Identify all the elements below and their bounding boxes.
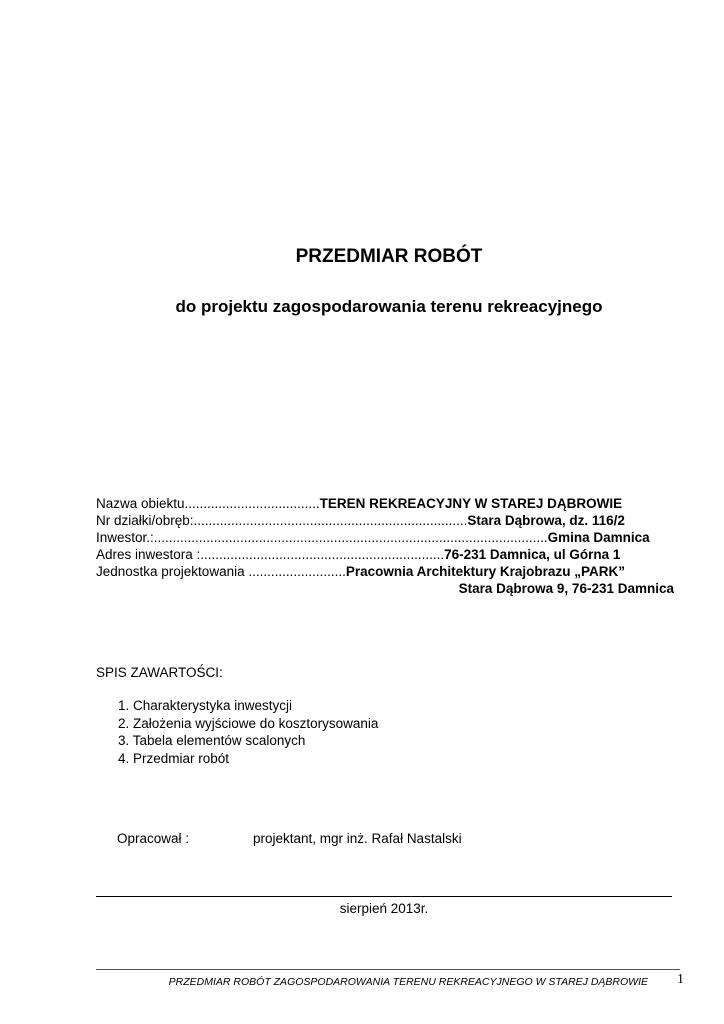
investor-row: [96, 530, 650, 546]
investor-value: Gmina Damnica: [547, 530, 650, 545]
object-name-label: Nazwa obiektu....................................: [96, 496, 320, 511]
author-label: Opracował :: [117, 831, 190, 846]
investor-address-value: 76-231 Damnica, ul Górna 1: [444, 547, 621, 562]
design-unit-value: Pracownia Architektury Krajobrazu „PARK”: [345, 564, 625, 579]
investor-label: Inwestor.:.........................................................................................................: [96, 530, 548, 545]
design-unit-row: [96, 564, 625, 580]
page-number: 1: [677, 972, 684, 987]
divider: [96, 896, 672, 897]
plot-row: [96, 513, 625, 529]
contents-item: 3. Tabela elementów scalonych: [118, 733, 306, 748]
investor-address-row: [96, 547, 620, 563]
investor-address-label: Adres inwestora :.................................................................: [96, 547, 445, 562]
contents-heading: SPIS ZAWARTOŚCI:: [96, 665, 223, 680]
footer-divider: [96, 969, 680, 970]
object-name-value: TEREN REKREACYJNY W STAREJ DĄBROWIE: [319, 496, 623, 511]
contents-item: 4. Przedmiar robót: [118, 750, 230, 766]
design-unit-label: Jednostka projektowania ..........................: [96, 564, 346, 579]
author-value: projektant, mgr inż. Rafał Nastalski: [253, 831, 462, 846]
document-title: PRZEDMIAR ROBÓT: [295, 246, 483, 267]
plot-label: Nr działki/obręb:.........................................................................: [96, 513, 468, 528]
design-unit-address: Stara Dąbrowa 9, 76-231 Damnica: [458, 581, 674, 596]
document-subtitle: do projektu zagospodarowania terenu rekreacyjnego: [175, 297, 603, 316]
contents-list: [118, 697, 378, 767]
contents-item: 2. Założenia wyjściowe do kosztorysowania: [118, 715, 379, 731]
plot-value: Stara Dąbrowa, dz. 116/2: [467, 513, 625, 528]
document-date: sierpień 2013r.: [339, 901, 429, 916]
footer-text: PRZEDMIAR ROBÓT ZAGOSPODAROWANIA TERENU REKREACYJNEGO W STAREJ DĄBROWIE: [168, 976, 648, 988]
contents-item: 1. Charakterystyka inwestycji: [118, 698, 293, 713]
object-name-row: [96, 496, 622, 512]
